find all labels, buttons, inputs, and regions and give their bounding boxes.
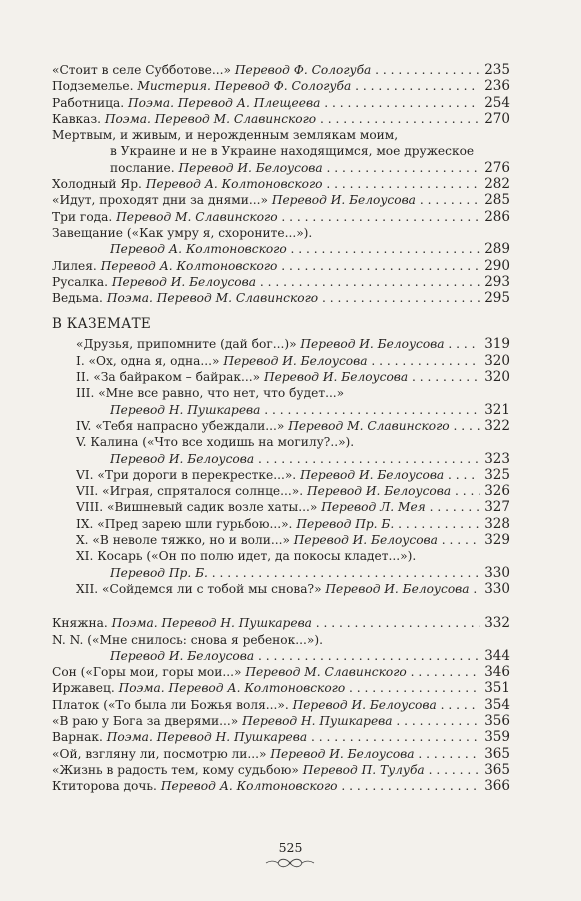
section-heading: В КАЗЕМАТЕ xyxy=(52,316,152,333)
entry-translator: Перевод Ф. Сологуба xyxy=(234,63,372,77)
entry-translator: Перевод И. Белоусова xyxy=(264,370,409,385)
toc-entry-body xyxy=(52,779,480,793)
page-ref: 330 xyxy=(480,565,510,581)
entry-title: XII. «Сойдемся ли с тобой мы снова?» xyxy=(76,581,326,596)
entry-translator: Перевод И. Белоусова xyxy=(300,337,445,352)
toc-entry[interactable] xyxy=(52,664,510,680)
table-of-contents xyxy=(52,62,510,794)
toc-entry[interactable] xyxy=(52,467,510,483)
toc-entry[interactable] xyxy=(52,241,510,257)
toc-entry-body xyxy=(52,747,480,761)
toc-entry-body xyxy=(76,354,480,368)
page-ref: 282 xyxy=(480,176,510,192)
toc-entry[interactable] xyxy=(52,532,510,548)
toc-entry[interactable] xyxy=(52,78,510,94)
entry-translator: Перевод Н. Пушкарева xyxy=(242,713,393,728)
toc-entry-text xyxy=(52,615,480,631)
toc-entry-body xyxy=(110,566,480,580)
entry-translator: Перевод Пр. Б. xyxy=(110,565,208,580)
entry-title: VI. «Три дороги в перекрестке...». xyxy=(76,467,301,482)
entry-title: Русалка. xyxy=(52,274,112,289)
entry-title: «Друзья, припомните (дай бог...)» xyxy=(76,337,301,352)
toc-entry[interactable] xyxy=(52,648,510,664)
page-ref: 321 xyxy=(480,402,510,418)
toc-entry[interactable] xyxy=(52,713,510,729)
toc-entry-line xyxy=(52,548,510,564)
toc-entry[interactable] xyxy=(52,581,510,597)
entry-title: «Ой, взгляну ли, посмотрю ли...» xyxy=(52,746,271,761)
toc-entry-body xyxy=(76,517,480,531)
entry-translator: Перевод И. Белоусова xyxy=(306,484,452,499)
toc-entry[interactable] xyxy=(52,483,510,499)
toc-entry-body xyxy=(110,649,480,663)
toc-entry-text xyxy=(76,467,480,483)
entry-title: «Стоит в селе Субботове...» xyxy=(52,63,235,77)
page-ref: 329 xyxy=(480,532,510,548)
page-ref: 332 xyxy=(480,615,510,631)
toc-entry-text xyxy=(52,746,480,762)
toc-entry-body xyxy=(52,193,480,207)
toc-entry-text xyxy=(52,62,480,78)
entry-translator: Поэма. Перевод Н. Пушкарева xyxy=(106,730,308,745)
toc-entry-text xyxy=(110,565,480,581)
entry-title: Подземелье. xyxy=(52,79,138,94)
entry-title: VII. «Играя, спряталося солнце...». xyxy=(76,484,307,499)
entry-title: Ведьма. xyxy=(52,291,107,306)
toc-entry-text xyxy=(52,111,480,127)
toc-entry[interactable] xyxy=(52,62,510,78)
toc-entry-body xyxy=(52,714,480,728)
entry-title: послание. xyxy=(110,160,179,175)
toc-entry-body xyxy=(110,242,480,256)
page-ref: 276 xyxy=(480,160,510,176)
toc-entry-body xyxy=(52,616,480,630)
toc-entry-body xyxy=(52,291,480,305)
toc-entry-text xyxy=(76,483,480,499)
page-number: 525 xyxy=(278,840,303,855)
entry-title: Иржавец. xyxy=(52,681,119,696)
entry-title: X. «В неволе тяжко, но и воли...» xyxy=(76,533,294,548)
toc-entry[interactable] xyxy=(52,615,510,631)
toc-entry[interactable] xyxy=(52,274,510,290)
page-ref: 326 xyxy=(480,483,510,499)
toc-entry-body xyxy=(76,533,480,547)
page-ref: 295 xyxy=(480,290,510,306)
toc-entry-body xyxy=(52,259,480,273)
toc-entry-body xyxy=(76,500,480,514)
toc-entry[interactable] xyxy=(52,762,510,778)
toc-entry-text xyxy=(76,499,480,515)
entry-title: IV. «Тебя напрасно убеждали...» xyxy=(76,418,289,433)
toc-entry-text xyxy=(76,369,480,385)
toc-entry[interactable] xyxy=(52,418,510,434)
toc-entry[interactable] xyxy=(52,697,510,713)
toc-entry-text xyxy=(52,95,480,111)
entry-translator: Перевод И. Белоусова xyxy=(270,746,415,761)
page-ref: 328 xyxy=(480,516,510,532)
toc-entry[interactable] xyxy=(52,258,510,274)
toc-entry[interactable] xyxy=(52,95,510,111)
entry-translator: Перевод И. Белоусова xyxy=(178,160,323,175)
toc-entry-text xyxy=(110,402,480,418)
toc-entry[interactable] xyxy=(52,369,510,385)
toc-entry-body xyxy=(76,484,480,498)
toc-entry[interactable] xyxy=(52,499,510,515)
floral-ornament-icon xyxy=(260,856,320,870)
page-ref: 359 xyxy=(480,729,510,745)
toc-entry[interactable] xyxy=(52,209,510,225)
page-ref: 254 xyxy=(480,95,510,111)
entry-translator: Перевод А. Колтоновского xyxy=(110,242,287,257)
page-ref: 285 xyxy=(480,192,510,208)
toc-entry-line xyxy=(52,632,510,648)
page-ref: 351 xyxy=(480,680,510,696)
entry-translator: Поэма. Перевод А. Колтоновского xyxy=(118,681,346,696)
page-ref: 365 xyxy=(480,762,510,778)
entry-translator: Перевод Пр. Б. xyxy=(296,516,395,531)
toc-entry-body xyxy=(76,370,480,384)
entry-translator: Перевод И. Белоусова xyxy=(292,697,437,712)
toc-entry-text xyxy=(52,274,480,290)
page-ref: 320 xyxy=(480,353,510,369)
page-ref: 290 xyxy=(480,258,510,274)
entry-translator: Поэма. Перевод А. Плещеева xyxy=(127,95,321,110)
entry-translator: Поэма. Перевод М. Славинского xyxy=(106,291,319,306)
entry-title: Сон («Горы мои, горы мои...» xyxy=(52,665,246,680)
toc-entry-text xyxy=(52,290,480,306)
toc-entry-body xyxy=(76,468,480,482)
toc-entry-text xyxy=(52,176,480,192)
toc-entry-body xyxy=(52,79,480,93)
entry-translator: Поэма. Перевод Н. Пушкарева xyxy=(111,616,312,631)
entry-title: Кавказ. xyxy=(52,111,105,126)
toc-entry-text xyxy=(76,418,480,434)
toc-entry[interactable] xyxy=(52,111,510,127)
entry-title: «Жизнь в радость тем, кому судьбою» xyxy=(52,762,303,777)
entry-title: XI. Косарь («Он по полю идет, да покосы кладет...»). xyxy=(76,549,417,564)
page-ref: 365 xyxy=(480,746,510,762)
entry-translator: Перевод И. Белоусова xyxy=(325,581,470,596)
entry-title: Платок («То была ли Божья воля...». xyxy=(52,697,293,712)
page-ref: 323 xyxy=(480,451,510,467)
entry-title: «Идут, проходят дни за днями...» xyxy=(52,193,272,208)
entry-title: Княжна. xyxy=(52,616,112,631)
toc-entry-body xyxy=(110,403,480,417)
toc-entry-text xyxy=(76,516,480,532)
toc-entry[interactable] xyxy=(52,565,510,581)
toc-entry-body xyxy=(52,96,480,110)
toc-entry-body xyxy=(52,210,480,224)
toc-entry-text xyxy=(110,160,480,176)
toc-entry-text xyxy=(52,664,480,680)
toc-entry-body xyxy=(52,665,480,679)
toc-entry-text xyxy=(110,648,480,664)
toc-entry-text xyxy=(52,78,480,94)
entry-translator: Перевод А. Колтоновского xyxy=(145,177,323,192)
toc-entry[interactable] xyxy=(52,680,510,696)
toc-entry-text xyxy=(52,713,480,729)
toc-entry-text xyxy=(76,353,480,369)
entry-title: Работница. xyxy=(52,95,128,110)
toc-entry[interactable] xyxy=(52,516,510,532)
toc-entry-line xyxy=(52,385,510,401)
page-ref: 346 xyxy=(480,664,510,680)
toc-entry-text xyxy=(52,729,480,745)
toc-entry[interactable] xyxy=(52,353,510,369)
page-ref: 344 xyxy=(480,648,510,664)
toc-entry-body xyxy=(52,63,480,77)
page-ref: 366 xyxy=(480,778,510,794)
toc-entry[interactable] xyxy=(52,402,510,418)
toc-entry-text xyxy=(76,532,480,548)
entry-title: Холодный Яр. xyxy=(52,177,146,192)
page-ref: 320 xyxy=(480,369,510,385)
entry-title: Лилея. xyxy=(52,258,101,273)
entry-title: II. «За байраком – байрак...» xyxy=(76,370,265,385)
toc-entry-text xyxy=(110,241,480,257)
entry-translator: Мистерия. Перевод Ф. Сологуба xyxy=(137,79,352,94)
page-ref: 289 xyxy=(480,241,510,257)
toc-entry-text xyxy=(52,680,480,696)
entry-translator: Перевод Н. Пушкарева xyxy=(110,402,261,417)
page-ref: 330 xyxy=(480,581,510,597)
page-ref: 236 xyxy=(480,78,510,94)
page-ref: 293 xyxy=(480,274,510,290)
toc-entry-body xyxy=(52,698,480,712)
entry-translator: Перевод П. Тулуба xyxy=(302,762,425,777)
toc-entry-body xyxy=(52,730,480,744)
toc-entry-line xyxy=(52,225,510,241)
toc-entry[interactable] xyxy=(52,160,510,176)
toc-entry[interactable] xyxy=(52,778,510,794)
toc-entry-text xyxy=(52,762,480,778)
entry-translator: Перевод И. Белоусова xyxy=(300,467,445,482)
toc-entry[interactable] xyxy=(52,290,510,306)
toc-entry-body xyxy=(52,763,480,777)
spacer xyxy=(52,597,510,615)
entry-translator: Перевод И. Белоусова xyxy=(110,451,255,466)
page-ref: 235 xyxy=(480,62,510,78)
page-ref: 354 xyxy=(480,697,510,713)
entry-translator: Перевод И. Белоусова xyxy=(271,193,416,208)
toc-entry[interactable] xyxy=(52,336,510,352)
toc-entry-text xyxy=(52,258,480,274)
toc-entry-text xyxy=(52,192,480,208)
page-ref: 322 xyxy=(480,418,510,434)
entry-title: N. N. («Мне снилось: снова я ребенок...»). xyxy=(52,632,323,647)
toc-entry-body xyxy=(76,582,480,596)
entry-title: III. «Мне все равно, что нет, что будет...» xyxy=(76,386,345,401)
toc-entry-body xyxy=(52,112,480,126)
entry-translator: Перевод И. Белоусова xyxy=(293,533,438,548)
page-ref: 356 xyxy=(480,713,510,729)
toc-entry-line xyxy=(52,143,510,159)
entry-translator: Поэма. Перевод М. Славинского xyxy=(104,111,317,126)
page-ref: 319 xyxy=(480,336,510,352)
entry-title: Завещание («Как умру я, схороните...»). xyxy=(52,225,313,240)
toc-entry-text xyxy=(110,451,480,467)
entry-title: IX. «Пред зарею шли гурьбою...». xyxy=(76,516,297,531)
toc-entry[interactable] xyxy=(52,176,510,192)
toc-entry-body xyxy=(52,275,480,289)
toc-entry-body xyxy=(76,419,480,433)
toc-entry-text xyxy=(52,778,480,794)
toc-entry-body xyxy=(110,161,480,175)
toc-entry-text xyxy=(52,697,480,713)
page-ref: 270 xyxy=(480,111,510,127)
toc-entry[interactable] xyxy=(52,729,510,745)
entry-translator: Перевод И. Белоусова xyxy=(223,353,368,368)
entry-translator: Перевод М. Славинского xyxy=(116,209,278,224)
toc-entry-body xyxy=(52,177,480,191)
entry-translator: Перевод И. Белоусова xyxy=(111,274,256,289)
entry-title: Мертвым, и живым, и нерожденным землякам моим, xyxy=(52,128,399,143)
entry-title: VIII. «Вишневый садик возле хаты...» xyxy=(76,500,322,515)
entry-translator: Перевод А. Колтоновского xyxy=(160,779,338,794)
toc-entry-text xyxy=(76,336,480,352)
entry-title: в Украине и не в Украине находящимся, мое дружеское xyxy=(110,144,475,159)
entry-translator: Перевод М. Славинского xyxy=(288,418,450,433)
toc-entry-body xyxy=(110,452,480,466)
entry-title: Ктиторова дочь. xyxy=(52,779,161,794)
toc-entry-line xyxy=(52,434,510,450)
toc-entry-text xyxy=(76,581,480,597)
toc-entry[interactable] xyxy=(52,746,510,762)
entry-translator: Перевод Л. Мея xyxy=(321,500,426,515)
entry-translator: Перевод М. Славинского xyxy=(245,665,407,680)
entry-translator: Перевод А. Колтоновского xyxy=(100,258,278,273)
toc-entry[interactable] xyxy=(52,451,510,467)
page-ref: 325 xyxy=(480,467,510,483)
entry-title: Варнак. xyxy=(52,730,107,745)
toc-entry-body xyxy=(76,337,480,351)
entry-title: V. Калина («Что все ходишь на могилу?..»). xyxy=(76,435,355,450)
toc-entry-text xyxy=(52,209,480,225)
entry-translator: Перевод И. Белоусова xyxy=(110,648,255,663)
toc-entry-body xyxy=(52,681,480,695)
page-ref: 286 xyxy=(480,209,510,225)
page-ref: 327 xyxy=(480,499,510,515)
toc-entry-line xyxy=(52,127,510,143)
entry-title: Три года. xyxy=(52,209,117,224)
entry-title: I. «Ох, одна я, одна...» xyxy=(76,353,224,368)
toc-entry[interactable] xyxy=(52,192,510,208)
entry-title: «В раю у Бога за дверями...» xyxy=(52,713,243,728)
